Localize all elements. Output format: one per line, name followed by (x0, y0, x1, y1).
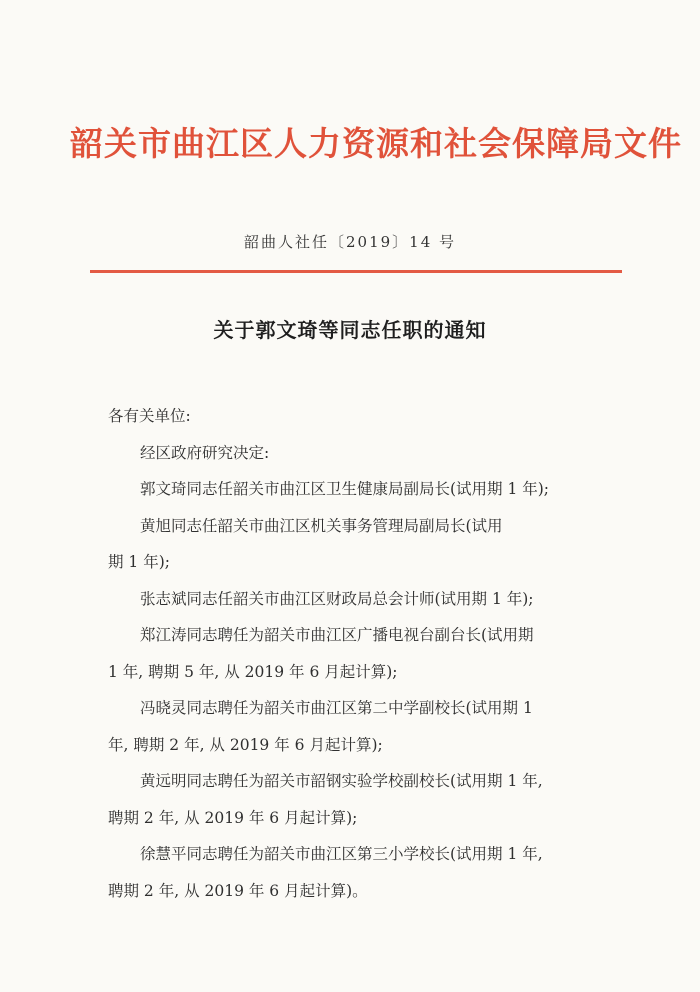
body-line: 黄旭同志任韶关市曲江区机关事务管理局副局长(试用 (140, 516, 503, 535)
body-line: 经区政府研究决定: (140, 443, 270, 462)
body-line: 聘期 2 年, 从 2019 年 6 月起计算); (108, 808, 358, 827)
body-line: 徐慧平同志聘任为韶关市曲江区第三小学校长(试用期 1 年, (140, 845, 543, 863)
notice-body (108, 398, 608, 909)
body-line: 黄远明同志聘任为韶关市韶钢实验学校副校长(试用期 1 年, (140, 772, 543, 790)
body-line: 年, 聘期 2 年, 从 2019 年 6 月起计算); (108, 735, 383, 754)
body-line: 期 1 年); (108, 553, 170, 571)
body-line: 1 年, 聘期 5 年, 从 2019 年 6 月起计算); (108, 662, 398, 681)
salutation: 各有关单位: (108, 407, 191, 425)
body-line: 张志斌同志任韶关市曲江区财政局总会计师(试用期 1 年); (140, 589, 534, 608)
red-divider-line (90, 270, 622, 273)
issuer-header-title: 韶关市曲江区人力资源和社会保障局文件 (70, 124, 682, 163)
notice-title: 关于郭文琦等同志任职的通知 (213, 318, 487, 342)
document-number: 韶曲人社任〔2019〕14 号 (243, 233, 457, 251)
body-line: 聘期 2 年, 从 2019 年 6 月起计算)。 (108, 881, 368, 900)
body-line: 郭文琦同志任韶关市曲江区卫生健康局副局长(试用期 1 年); (140, 480, 550, 498)
body-line: 郑江涛同志聘任为韶关市曲江区广播电视台副台长(试用期 (140, 626, 534, 644)
body-line: 冯晓灵同志聘任为韶关市曲江区第二中学副校长(试用期 1 (140, 699, 533, 717)
